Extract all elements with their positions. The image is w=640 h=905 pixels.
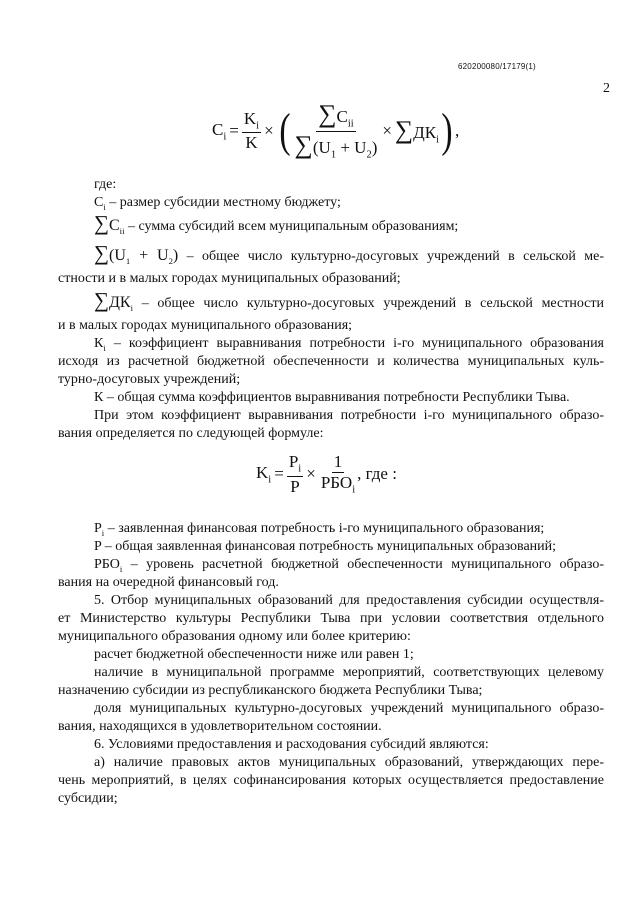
para5-line4: расчет бюджетной обеспеченности ниже или равен 1; xyxy=(94,647,414,662)
def-pi: $P_i$ – заявленная финансовая потребность i-го муниципального образования; xyxy=(94,521,545,538)
para5-line5: наличие в муниципальной программе мероприятий, соответствующих целевому xyxy=(94,665,604,680)
para5-line8: вания, находящихся в удовлетворительном состоянии. xyxy=(58,719,382,734)
def-sum-u-line1: $\sum(U_1 + U_2)$ – общее число культурно-досуговых учреждений в сельской ме- xyxy=(94,241,605,266)
intro-formula2-line2: вания определяется по следующей формуле: xyxy=(58,426,324,441)
def-ci: $C_i$ – размер субсидии местному бюджету; xyxy=(94,195,341,212)
para5-line1: 5. Отбор муниципальных образований для предоставления субсидии осуществля- xyxy=(94,593,604,608)
def-sum-dk-line2: и в малых городах муниципального образования; xyxy=(58,318,353,333)
inner-fraction: $\frac{\sum C_{ii}}{\sum(U_1 + U_2)}$ xyxy=(294,99,378,160)
times-sign-2: × xyxy=(382,121,392,141)
dk-sum: $\sum ДК_i$ xyxy=(394,115,440,146)
def-sum-u-line2: стности и в малых городах муниципальных образований; xyxy=(58,271,401,286)
def-ki-line2: исходя из расчетной бюджетной обеспеченности и количества муниципальных куль- xyxy=(58,354,604,369)
formula-subsidy xyxy=(212,101,459,162)
formula-coefficient: $K_i$ = $\frac{P_i}{P}$ × $\frac{1}{РБО_i}$ , где : xyxy=(256,452,397,496)
para6-line1: 6. Условиями предоставления и расходования субсидий являются: xyxy=(94,737,489,752)
para6-line3: чень мероприятий, в целях софинансирования которых осуществляется предоставление xyxy=(58,773,604,788)
def-k: К – общая сумма коэффициентов выравнивания потребности Республики Тыва. xyxy=(94,390,570,405)
def-p: P – общая заявленная финансовая потребность муниципальных образований; xyxy=(94,539,557,554)
para5-line3: муниципального образования одному или более критерию: xyxy=(58,629,411,644)
document-id: 620200080/17179(1) xyxy=(458,62,536,71)
para5-line7: доля муниципальных культурно-досуговых учреждений муниципального образо- xyxy=(94,701,604,716)
intro-formula2-line1: При этом коэффициент выравнивания потребности i-го муниципального образо- xyxy=(94,408,604,423)
para6-line4: субсидии; xyxy=(58,791,118,806)
def-sum-cii: $\sum C_{ii}$ – сумма субсидий всем муниципальным образованиям; xyxy=(94,211,459,236)
times-sign: × xyxy=(264,121,274,141)
para5-line6: назначению субсидии из республиканского бюджета Республики Тыва; xyxy=(58,683,483,698)
rbo-fraction: $\frac{1}{РБО_i}$ xyxy=(320,452,356,496)
formula-lhs: $C_i$ xyxy=(212,120,227,143)
def-ki-line1: $К_i$ – коэффициент выравнивания потребности i-го муниципального образования xyxy=(94,336,604,353)
def-rbo-line1: $РБО_i$ – уровень расчетной бюджетной обеспеченности муниципального образо- xyxy=(94,557,604,574)
formula-comma: , xyxy=(455,121,460,141)
left-paren: ( xyxy=(279,104,291,158)
def-sum-dk-line1: $\sum ДК_i$ – общее число культурно-досуговых учреждений в сельской местности xyxy=(94,288,604,313)
para5-line2: ет Министерство культуры Республики Тыва при условии соответствия отдельного xyxy=(58,611,604,626)
right-paren: ) xyxy=(441,104,453,158)
para6-line2: а) наличие правовых актов муниципальных образований, утверждающих пере- xyxy=(94,755,604,770)
ratio-fraction: $\frac{K_i}{K}$ xyxy=(243,108,260,153)
equals-sign: = xyxy=(229,121,239,141)
def-ki-line3: турно-досуговых учреждений; xyxy=(58,372,241,387)
where-label: где: xyxy=(94,177,117,192)
p-fraction: $\frac{P_i}{P}$ xyxy=(288,452,302,496)
page-number: 2 xyxy=(603,81,610,96)
def-rbo-line2: вания на очередной финансовый год. xyxy=(58,575,279,590)
